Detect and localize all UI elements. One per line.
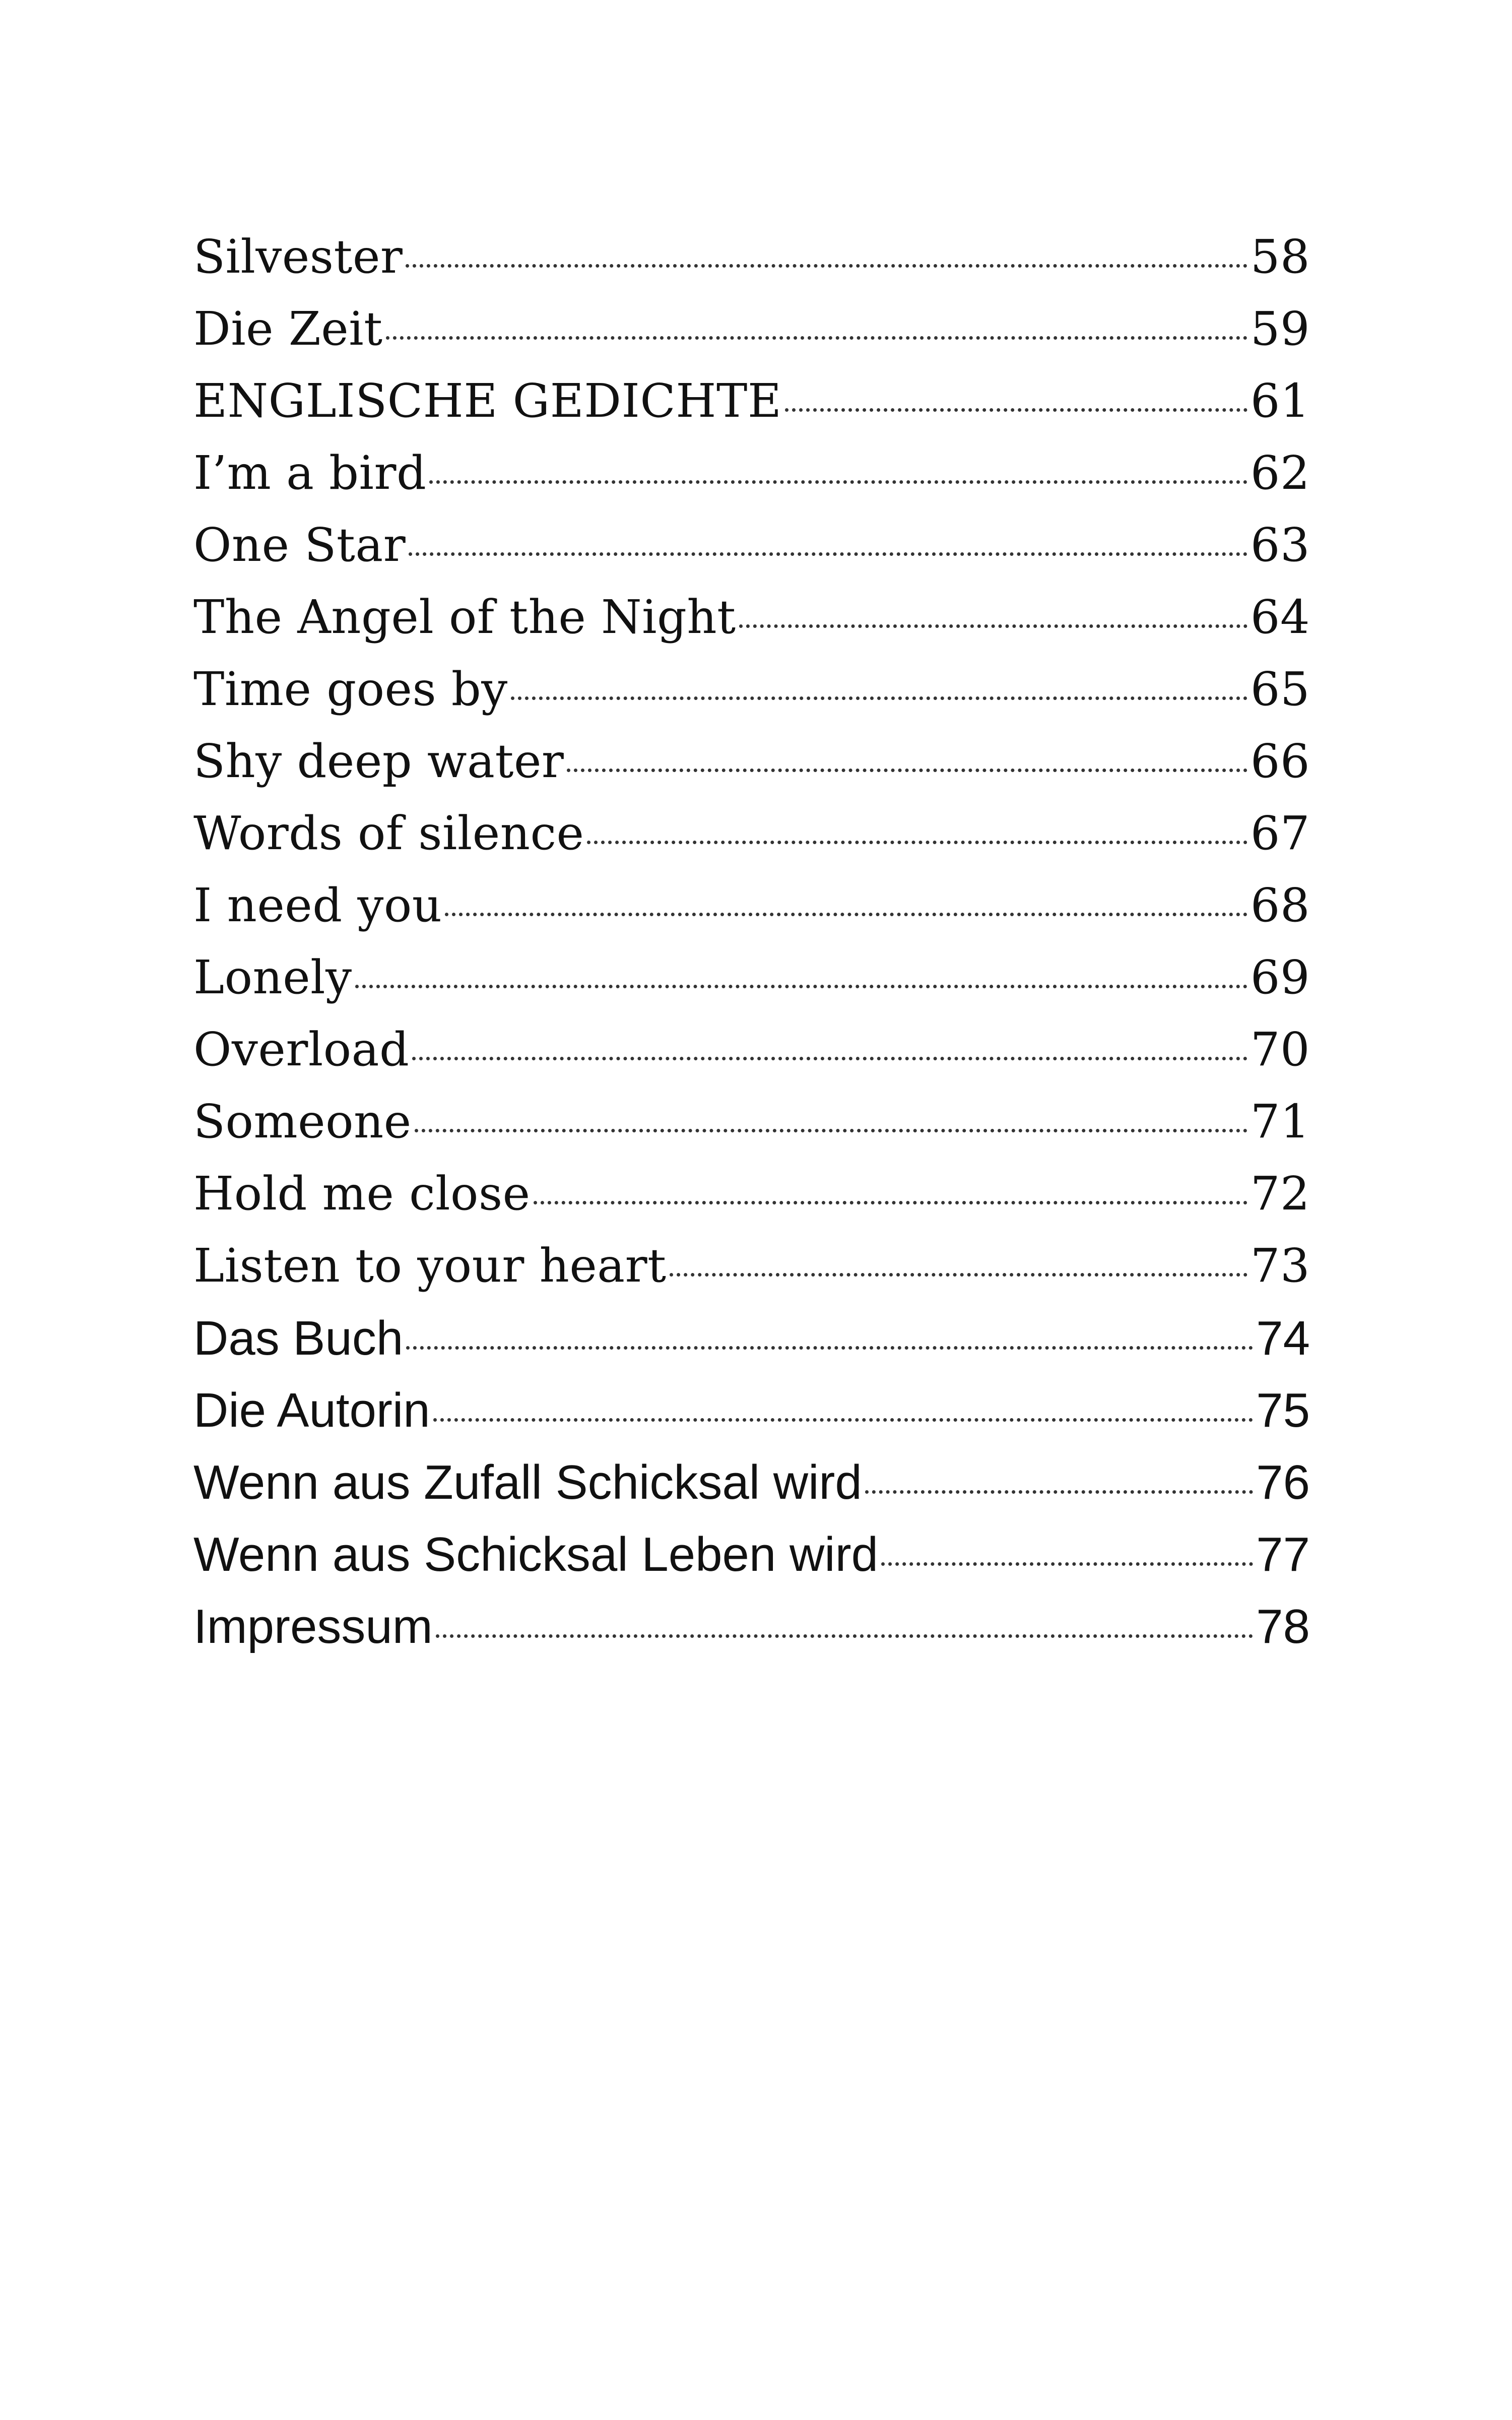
toc-entry-page-number: 69 (1250, 950, 1310, 1004)
toc-entry-page-number: 65 (1250, 662, 1310, 716)
toc-entry-page-number: 73 (1250, 1239, 1310, 1293)
toc-entry-title: Wenn aus Zufall Schicksal wird (193, 1455, 862, 1509)
toc-entry-title: One Star (193, 518, 406, 572)
toc-entry-page-number: 72 (1250, 1167, 1310, 1221)
toc-entry-page-number: 66 (1250, 734, 1310, 788)
toc-dot-leader (739, 624, 1247, 628)
toc-entry-page-number: 67 (1250, 806, 1310, 860)
toc-dot-leader (670, 1273, 1247, 1277)
toc-entry-page-number: 68 (1250, 878, 1310, 932)
toc-entry (193, 1527, 1310, 1599)
toc-entry-page-number: 71 (1250, 1095, 1310, 1149)
toc-entry-page-number: 76 (1256, 1455, 1310, 1509)
toc-dot-leader (567, 769, 1247, 772)
toc-entry (193, 446, 1310, 518)
toc-entry (193, 302, 1310, 374)
toc-dot-leader (355, 985, 1247, 988)
toc-dot-leader (534, 1201, 1247, 1204)
toc-entry (193, 1239, 1310, 1311)
toc-dot-leader (406, 1346, 1253, 1350)
toc-entry-title: Someone (193, 1095, 412, 1149)
toc-entry (193, 1023, 1310, 1095)
toc-dot-leader (429, 480, 1247, 484)
toc-entry-title: ENGLISCHE GEDICHTE (193, 374, 782, 428)
toc-entry-title: Shy deep water (193, 734, 564, 788)
toc-entry (193, 734, 1310, 806)
toc-entry-title: I need you (193, 878, 442, 932)
toc-entry-title: Wenn aus Schicksal Leben wird (193, 1527, 878, 1581)
toc-dot-leader (433, 1418, 1254, 1422)
toc-entry (193, 1599, 1310, 1671)
toc-entry-page-number: 75 (1256, 1383, 1310, 1437)
toc-dot-leader (785, 408, 1247, 412)
toc-entry-title: Die Autorin (193, 1383, 430, 1437)
toc-entry-title: Overload (193, 1023, 410, 1076)
toc-entry-title: Silvester (193, 230, 403, 284)
toc-dot-leader (406, 264, 1247, 268)
toc-dot-leader (445, 913, 1247, 916)
toc-entry-page-number: 63 (1250, 518, 1310, 572)
toc-entry-title: Die Zeit (193, 302, 383, 356)
toc-entry-page-number: 59 (1250, 302, 1310, 356)
toc-entry-page-number: 58 (1250, 230, 1310, 284)
toc-dot-leader (587, 841, 1247, 844)
toc-entry-page-number: 62 (1250, 446, 1310, 500)
toc-entry-title: Words of silence (193, 806, 584, 860)
table-of-contents (193, 230, 1310, 1671)
toc-entry (193, 878, 1310, 950)
toc-entry-title: Lonely (193, 950, 352, 1004)
toc-dot-leader (409, 552, 1247, 556)
toc-entry-title: Listen to your heart (193, 1239, 667, 1293)
toc-entry-page-number: 64 (1250, 590, 1310, 644)
toc-entry (193, 1311, 1310, 1383)
toc-entry-title: I’m a bird (193, 446, 427, 500)
toc-entry (193, 374, 1310, 446)
toc-entry (193, 590, 1310, 662)
toc-entry-page-number: 61 (1250, 374, 1310, 428)
toc-entry-page-number: 78 (1256, 1600, 1310, 1653)
toc-entry (193, 1383, 1310, 1455)
toc-dot-leader (881, 1562, 1253, 1566)
toc-dot-leader (415, 1129, 1247, 1132)
toc-entry (193, 1455, 1310, 1527)
toc-entry-title: Das Buch (193, 1311, 404, 1365)
toc-entry-title: The Angel of the Night (193, 590, 736, 644)
toc-dot-leader (865, 1490, 1253, 1494)
toc-entry (193, 518, 1310, 590)
toc-entry-page-number: 70 (1250, 1023, 1310, 1076)
toc-entry-title: Time goes by (193, 662, 508, 716)
toc-entry-page-number: 74 (1256, 1311, 1310, 1365)
toc-entry (193, 1095, 1310, 1167)
toc-dot-leader (386, 336, 1247, 340)
toc-dot-leader (412, 1057, 1247, 1060)
toc-entry (193, 1167, 1310, 1239)
toc-entry-title: Hold me close (193, 1167, 531, 1221)
toc-entry (193, 230, 1310, 302)
toc-entry-page-number: 77 (1256, 1527, 1310, 1581)
toc-entry (193, 950, 1310, 1023)
toc-dot-leader (511, 696, 1247, 700)
toc-entry-title: Impressum (193, 1600, 433, 1653)
toc-entry (193, 662, 1310, 734)
toc-entry (193, 806, 1310, 878)
toc-dot-leader (436, 1634, 1253, 1638)
